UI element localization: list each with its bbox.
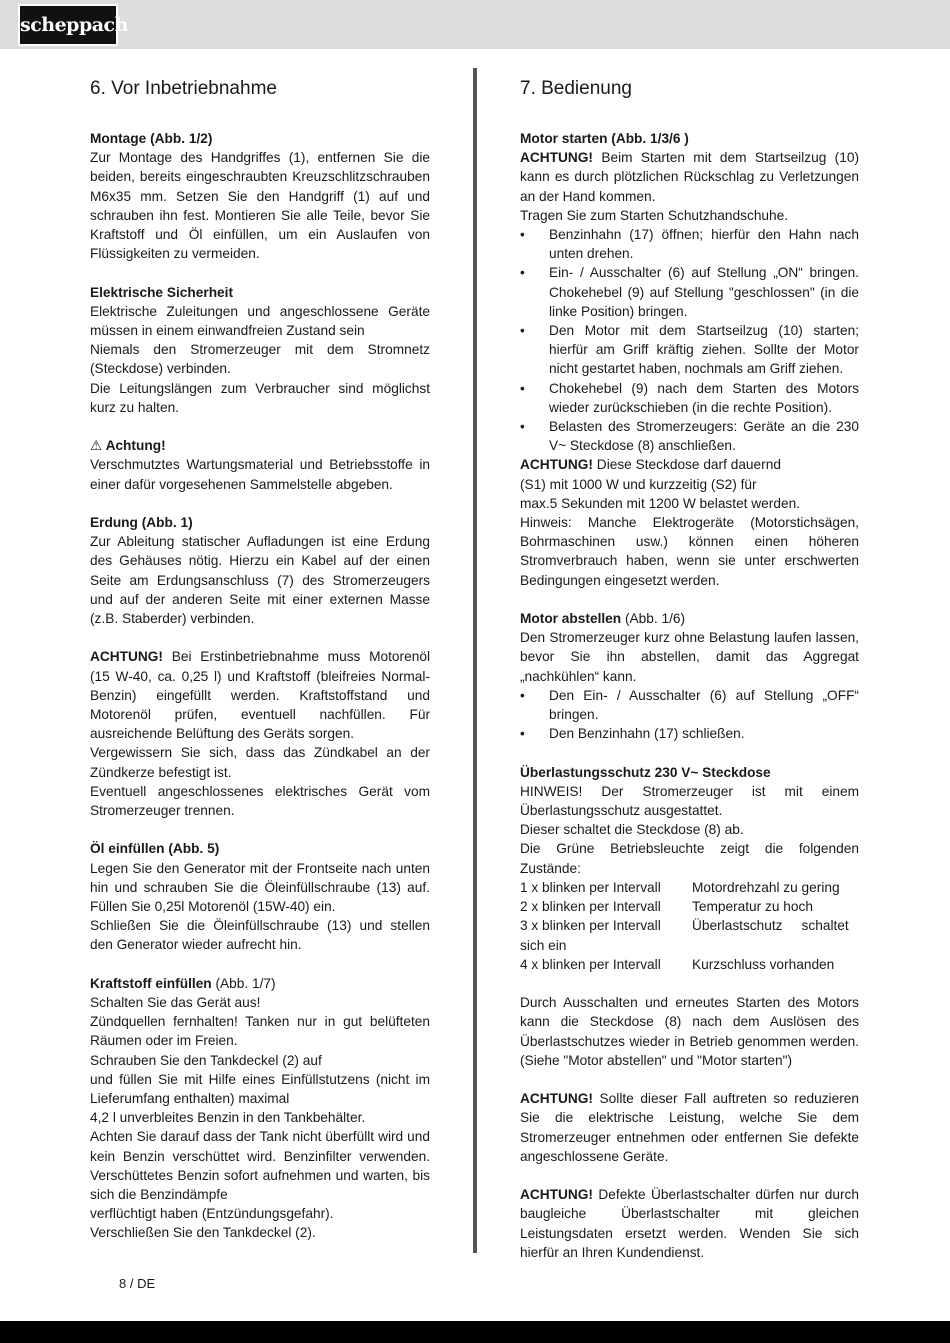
kraftstoff-line: verflüchtigt haben (Entzündungsgefahr). <box>90 1206 334 1222</box>
elektrische-sicherheit-line: Die Leitungslängen zum Verbraucher sind möglichst kurz zu halten. <box>90 380 430 415</box>
motor-abstellen-section <box>520 609 859 743</box>
blink-meaning: Kurzschluss vorhanden <box>692 956 835 972</box>
erstinbetriebnahme-line: Eventuell angeschlossenes elektrisches Gerät vom Stromerzeuger trennen. <box>90 783 430 819</box>
elektrische-sicherheit-line: Elektrische Zuleitungen und angeschlossene Geräte müssen in einem einwandfreien Zustand sein <box>90 303 430 339</box>
elektrische-sicherheit-section <box>90 283 430 417</box>
blink-meaning: Motordrehzahl zu gering <box>692 879 840 895</box>
kraftstoff-einfuellen-section <box>90 974 430 1243</box>
steckdose-warning-line: max.5 Sekunden mit 1200 W belastet werden. <box>520 495 800 511</box>
blink-continuation: sich ein <box>520 937 567 953</box>
ueberlastungsschutz-line: Die Grüne Betriebsleuchte zeigt die folgenden Zustände: <box>520 841 859 876</box>
motor-abstellen-text: Den Stromerzeuger kurz ohne Belastung laufen lassen, bevor Sie ihn abstellen, damit das Aggregat „nachkühlen“ kann. <box>520 630 859 684</box>
section-heading-bedienung: 7. Bedienung <box>520 78 632 99</box>
warning-label: ACHTUNG! <box>90 649 163 665</box>
motor-starten-steps <box>520 225 859 455</box>
list-item: • Den Ein- / Ausschalter (6) auf Stellung „OFF“ bringen. <box>520 686 859 724</box>
kraftstoff-line: Verschließen Sie den Tankdeckel (2). <box>90 1225 316 1241</box>
motor-abstellen-title <box>520 609 859 628</box>
montage-title: Montage (Abb. 1/2) <box>90 131 213 146</box>
montage-text: Zur Montage des Handgriffes (1), entfernen Sie die beiden, bereits eingeschraubten Kreuzschlitzschrauben M6x35 mm. Setzen Sie den Handgriff (1) auf und schrauben ihn fest. Montieren Sie alle Teile, bevor Sie Kraftstoff und Öl einfüllen, um ein Auslaufen von Flüssigkeiten zu vermeiden. <box>90 150 430 262</box>
kraftstoff-line: Achten Sie darauf dass der Tank nicht überfüllt wird und kein Benzin verschüttet wird. Benzinfilter verwenden. Verschüttetes Benzin sofort aufnehmen und warten, bis sich die Benzindämpfe <box>90 1129 430 1203</box>
kraftstoff-line: 4,2 l unverbleites Benzin in den Tankbehälter. <box>90 1110 366 1126</box>
table-row <box>520 878 859 897</box>
list-item: • Benzinhahn (17) öffnen; hierfür den Hahn nach unten drehen. <box>520 225 859 263</box>
achtung-text: Verschmutztes Wartungsmaterial und Betriebsstoffe in einer dafür vorgesehenen Sammelstelle abgeben. <box>90 457 430 492</box>
table-row <box>520 897 859 916</box>
list-item: • Den Benzinhahn (17) schließen. <box>520 724 859 743</box>
achtung-reduce-body: Sollte dieser Fall auftreten so reduzieren Sie die elektrische Leistung, welche Sie dem Stromerzeuger entnehmen oder entfernen Sie defekte angeschlossene Geräte. <box>520 1091 859 1164</box>
kraftstoff-title-ref: (Abb. 1/7) <box>211 975 276 991</box>
montage-section <box>90 129 430 263</box>
oel-einfuellen-line: Schließen Sie die Öleinfüllschraube (13) und stellen den Generator wieder aufrecht hin. <box>90 918 430 953</box>
hinweis-text: Hinweis: Manche Elektrogeräte (Motorstichsägen, Bohrmaschinen usw.) können einen höheren Stromverbrauch haben, wenn sie unter erschwerten Bedingungen eingesetzt werden. <box>520 515 859 588</box>
warning-label: ACHTUNG! <box>520 1187 593 1203</box>
motor-starten-intro: Tragen Sie zum Starten Schutzhandschuhe. <box>520 207 789 223</box>
warning-label: ACHTUNG! <box>520 457 593 473</box>
motor-abstellen-steps <box>520 686 859 744</box>
motor-starten-warning-text: Beim Starten mit dem Startseilzug (10) kann es durch plötzlichen Rückschlag zu Verletzungen an der Hand kommen. <box>520 150 859 204</box>
blink-status-table-cont <box>520 955 859 974</box>
blink-meaning: Überlastschutz schaltet <box>692 918 849 934</box>
motor-abstellen-title-text: Motor abstellen <box>520 611 622 627</box>
kraftstoff-title-text: Kraftstoff einfüllen <box>90 975 212 991</box>
page-number: 8 / DE <box>119 1276 156 1291</box>
kraftstoff-line: und füllen Sie mit Hilfe eines Einfüllstutzens (nicht im Lieferumfang enthalten) maximal <box>90 1071 430 1107</box>
blink-label: 2 x blinken per Intervall <box>520 899 661 915</box>
table-row <box>520 955 859 974</box>
ueberlastungsschutz-title: Überlastungsschutz 230 V~ Steckdose <box>520 764 771 780</box>
ueberlastungsschutz-after: Durch Ausschalten und erneutes Starten des Motors kann die Steckdose (8) nach dem Auslösen des Überlastschutzes wieder in Betrieb genommen werden. (Siehe "Motor abstellen" und "Motor starten") <box>520 995 859 1068</box>
elektrische-sicherheit-line: Niemals den Stromerzeuger mit dem Stromnetz (Steckdose) verbinden. <box>90 342 430 377</box>
erdung-text: Zur Ableitung statischer Aufladungen ist eine Erdung des Gehäuses nötig. Hierzu ein Kabel auf der einen Seite am Erdungsanschluss (7) des Stromerzeugers und auf der anderen Seite mit einer externen Masse (z.B. Staberder) verbinden. <box>90 534 430 627</box>
motor-abstellen-title-ref: (Abb. 1/6) <box>621 611 686 627</box>
steckdose-warning <box>520 455 859 474</box>
erstinbetriebnahme-body: Bei Erstinbetriebnahme muss Motorenöl (15 W-40, ca. 0,25 l) und Kraftstoff (bleifreies Normal-Benzin) eingefüllt werden. Kraftstoffstand und Motorenöl prüfen, eventuell nachfüllen. Für ausreichende Belüftung des Geräts sorgen. <box>90 649 430 742</box>
achtung-warning-title: ⚠ Achtung! <box>90 438 166 454</box>
column-divider <box>473 68 477 1253</box>
oel-einfuellen-section <box>90 839 430 954</box>
elektrische-sicherheit-title: Elektrische Sicherheit <box>90 284 234 300</box>
motor-starten-title: Motor starten (Abb. 1/3/6 ) <box>520 131 689 146</box>
achtung-defekt-body: Defekte Überlastschalter dürfen nur durch baugleiche Überlastschalter mit gleichen Leistungsdaten ersetzt werden. Wenden Sie sich hierfür an Ihren Kundendienst. <box>520 1187 859 1260</box>
erdung-section <box>90 513 430 628</box>
right-column <box>520 76 859 1262</box>
list-item: • Chokehebel (9) nach dem Starten des Motors wieder zurückschieben (in die rechte Position). <box>520 379 859 417</box>
steckdose-warning-line: Diese Steckdose darf dauernd <box>593 457 781 473</box>
kraftstoff-einfuellen-title <box>90 974 430 993</box>
kraftstoff-line: Schrauben Sie den Tankdeckel (2) auf <box>90 1052 322 1068</box>
erstinbetriebnahme-section <box>90 647 430 820</box>
achtung-section <box>90 436 430 494</box>
blink-label: 3 x blinken per Intervall <box>520 918 661 934</box>
ueberlastungsschutz-line: HINWEIS! Der Stromerzeuger ist mit einem Überlastungsschutz ausgestattet. <box>520 783 859 819</box>
footer-bar <box>0 1321 950 1343</box>
erstinbetriebnahme-line: Vergewissern Sie sich, dass das Zündkabel an der Zündkerze befestigt ist. <box>90 745 430 780</box>
blink-meaning: Temperatur zu hoch <box>692 899 813 915</box>
header-bar <box>0 0 950 49</box>
oel-einfuellen-title: Öl einfüllen (Abb. 5) <box>90 841 220 857</box>
achtung-reduce-section <box>520 1089 859 1166</box>
achtung-reduce-text <box>520 1089 859 1166</box>
spacer <box>520 974 859 993</box>
steckdose-warning-line: (S1) mit 1000 W und kurzzeitig (S2) für <box>520 476 757 492</box>
left-column <box>90 76 430 1243</box>
warning-label: ACHTUNG! <box>520 1091 593 1107</box>
brand-logo: scheppach <box>18 4 118 46</box>
ueberlastungsschutz-line: Dieser schaltet die Steckdose (8) ab. <box>520 822 744 838</box>
kraftstoff-line: Zündquellen fernhalten! Tanken nur in gut belüfteten Räumen oder im Freien. <box>90 1014 430 1049</box>
section-heading-vor-inbetriebnahme: 6. Vor Inbetriebnahme <box>90 78 277 99</box>
list-item: • Den Motor mit dem Startseilzug (10) starten; hierfür am Griff kräftig ziehen. Sollte der Motor nicht gestartet haben, nochmals am Griff ziehen. <box>520 321 859 379</box>
achtung-defekt-text <box>520 1185 859 1262</box>
warning-label: ACHTUNG! <box>520 150 593 166</box>
motor-starten-warning <box>520 148 859 206</box>
list-item: • Ein- / Ausschalter (6) auf Stellung „ON“ bringen. Chokehebel (9) auf Stellung "geschlossen" (in die linke Position) bringen. <box>520 263 859 321</box>
erdung-title: Erdung (Abb. 1) <box>90 515 193 531</box>
erstinbetriebnahme-text <box>90 647 430 743</box>
kraftstoff-line: Schalten Sie das Gerät aus! <box>90 995 261 1011</box>
blink-label: 1 x blinken per Intervall <box>520 879 661 895</box>
table-row <box>520 916 859 935</box>
list-item: • Belasten des Stromerzeugers: Geräte an die 230 V~ Steckdose (8) anschließen. <box>520 417 859 455</box>
blink-label: 4 x blinken per Intervall <box>520 956 661 972</box>
motor-starten-section <box>520 129 859 590</box>
oel-einfuellen-line: Legen Sie den Generator mit der Frontseite nach unten hin und schrauben Sie die Öleinfüllschraube (13) auf. Füllen Sie 0,25l Motorenöl (15W-40) ein. <box>90 860 430 915</box>
blink-status-table <box>520 878 859 936</box>
ueberlastungsschutz-section <box>520 763 859 1070</box>
achtung-defekt-section <box>520 1185 859 1262</box>
